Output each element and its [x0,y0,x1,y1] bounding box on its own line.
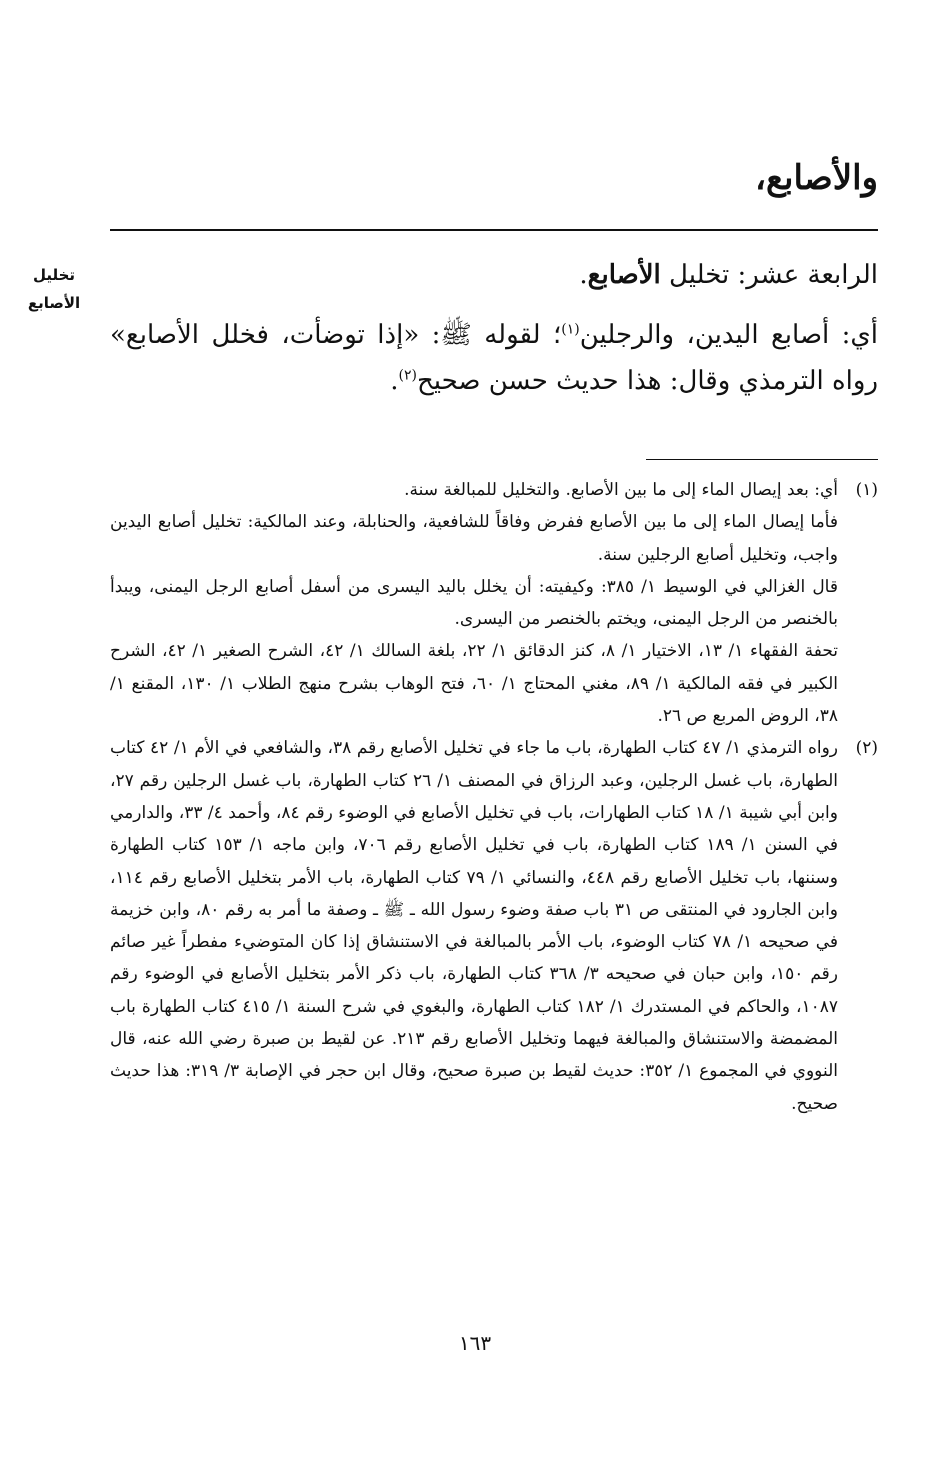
footnote-ref-1: (١) [561,321,580,338]
margin-note-line-1: تخليل [32,266,76,284]
margin-note [12,262,96,318]
margin-note-line-2: الأصابع [27,293,81,312]
footnote-body [110,474,838,732]
footnote-paragraph: رواه الترمذي ١/ ٤٧ كتاب الطهارة، باب ما جاء في تخليل الأصابع رقم ٣٨، والشافعي في الأم ١/ ٤٢ كتاب الطهارة، باب غسل الرجلين، وعبد الرزاق في المصنف ١/ ٢٦ كتاب الطهارة، باب غسل الرجلين رقم ٢٧، وابن أبي شيبة ١/ ١٨ كتاب الطهارات، باب في تخليل الأصابع في الوضوء رقم ٨٤، وأحمد ٤/ ٣٣، والدارمي في السنن ١/ ١٨٩ كتاب الطهارة، باب في تخليل الأصابع رقم ٧٠٦، وابن ماجه ١/ ١٥٣ كتاب الطهارة وسننها، باب تخليل الأصابع رقم ٤٤٨، والنسائي ١/ ٧٩ كتاب الطهارة، باب الأمر بتخليل الأصابع رقم ١١٤، وابن الجارود في المنتقى ص ٣١ باب صفة وضوء رسول الله ـ ﷺ ـ وصفة ما أمر به رقم ٨٠، وابن خزيمة في صحيحه ١/ ٧٨ كتاب الوضوء، باب الأمر بالمبالغة في الاستنشاق إذا كان المتوضيء مفطراً غير صائم رقم ١٥٠، وابن حبان في صحيحه ٣/ ٣٦٨ كتاب الطهارة، باب ذكر الأمر بتخليل الأصابع في الوضوء رقم ١٠٨٧، والحاكم في المستدرك ١/ ١٨٢ كتاب الطهارة، والبغوي في شرح السنة ١/ ٤١٥ كتاب الطهارة باب المضمضة والاستنشاق والمبالغة فيهما وتخليل الأصابع رقم ٢١٣. عن لقيط بن صبرة رضي الله عنه، قال النووي في المجموع ١/ ٣٥٢: حديث لقيط بن صبرة صحيح، وقال ابن حجر في الإصابة ٣/ ٣١٩: هذا حديث صحيح. [110,738,839,1114]
footnote-paragraph: قال الغزالي في الوسيط ١/ ٣٨٥: وكيفيته: أن يخلل باليد اليسرى من أسفل أصابع الرجل اليمنى، ويبدأ بالخنصر من الرجل اليمنى، ويختم بالخنصر من اليسرى. [110,576,838,630]
top-divider [110,229,878,231]
heading-prefix: الرابعة عشر: تخليل [660,260,878,290]
heading-emphasis: الأصابع [587,260,661,290]
section-heading [110,252,878,298]
body-paragraph [110,312,878,404]
footnotes [110,474,878,1120]
body-part-3: . [390,366,399,396]
footnote-ref-2: (٢) [398,367,418,384]
footnote-paragraph: فأما إيصال الماء إلى ما بين الأصابع ففرض وفاقاً للشافعية، والحنابلة، وعند المالكية: تخليل أصابع اليدين واجب، وتخليل أصابع الرجلين سنة. [110,512,838,565]
page-number: ١٦٣ [458,1331,492,1355]
footnote-2 [110,732,878,1120]
continued-text-fragment: والأصابع، [754,158,878,198]
footnote-number: (١) [855,480,878,500]
footnote-paragraph: أي: بعد إيصال الماء إلى ما بين الأصابع. والتخليل للمبالغة سنة. [404,480,838,500]
heading-suffix: . [579,260,588,290]
footnote-number: (٢) [855,738,878,759]
footnote-body [110,732,838,1120]
body-part-1: أي: أصابع اليدين، والرجلين [579,320,878,350]
footnote-paragraph: تحفة الفقهاء ١/ ١٣، الاختيار ١/ ٨، كنز الدقائق ١/ ٢٢، بلغة السالك ١/ ٤٢، الشرح الصغير ١/ ٤٢، الشرح الكبير في فقه المالكية ١/ ٨٩، مغني المحتاج ١/ ٦٠، فتح الوهاب بشرح منهج الطلاب ١/ ١٣٠، المقنع ١/ ٣٨، الروض المربع ص ٢٦. [110,641,839,727]
body-part-2: ؛ لقوله ﷺ: «إذا توضأت، فخلل الأصابع» رواه الترمذي وقال: هذا حديث حسن صحيح [110,320,878,396]
main-text [110,252,878,404]
footnote-divider [646,459,878,460]
footnote-1 [110,474,878,732]
